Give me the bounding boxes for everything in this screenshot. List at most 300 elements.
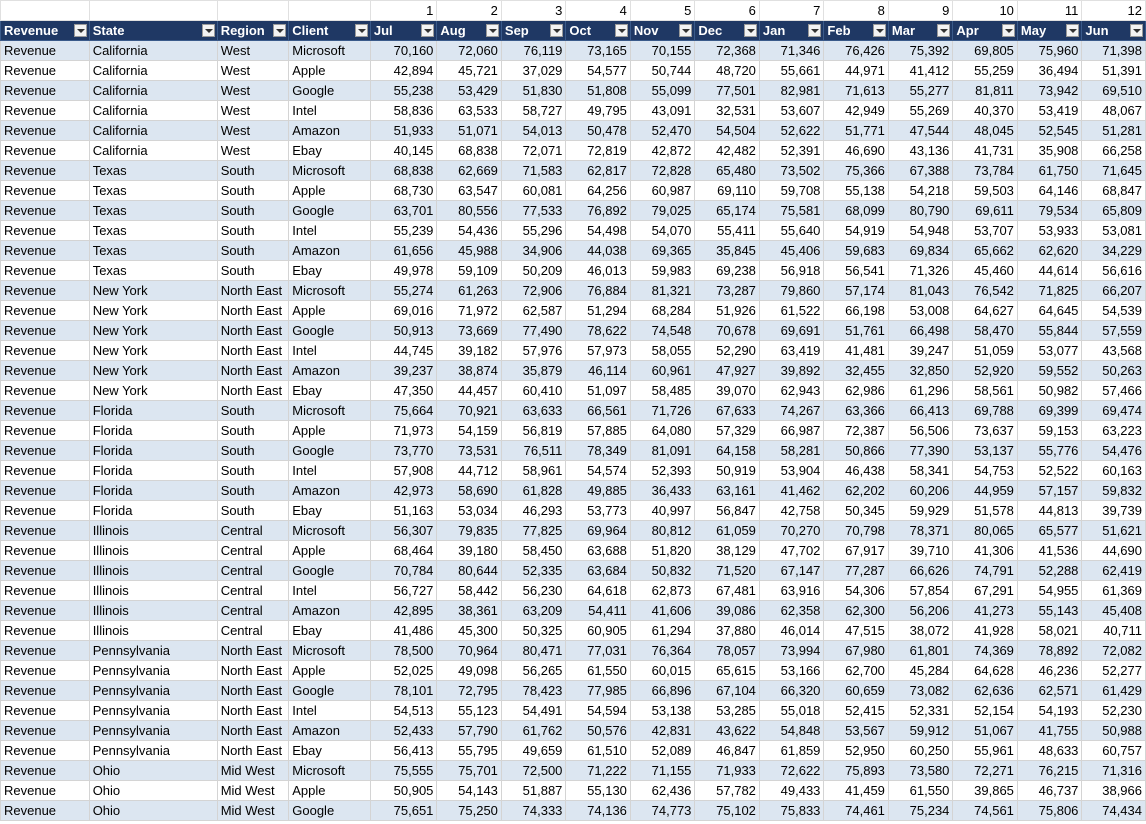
column-header-jul[interactable] <box>370 21 437 41</box>
filter-dropdown-icon[interactable] <box>74 24 87 37</box>
value-cell[interactable]: 71,726 <box>630 401 695 421</box>
text-cell[interactable]: Central <box>217 541 289 561</box>
value-cell[interactable]: 65,662 <box>953 241 1018 261</box>
text-cell[interactable]: South <box>217 221 289 241</box>
value-cell[interactable]: 53,166 <box>759 661 824 681</box>
value-cell[interactable]: 59,929 <box>888 501 953 521</box>
text-cell[interactable]: Revenue <box>1 641 90 661</box>
column-header-revenue[interactable] <box>1 21 90 41</box>
value-cell[interactable]: 74,561 <box>953 801 1018 821</box>
text-cell[interactable]: Amazon <box>289 241 371 261</box>
value-cell[interactable]: 44,457 <box>437 381 502 401</box>
text-cell[interactable]: Intel <box>289 101 371 121</box>
value-cell[interactable]: 71,398 <box>1082 41 1146 61</box>
value-cell[interactable]: 55,776 <box>1017 441 1082 461</box>
text-cell[interactable]: North East <box>217 381 289 401</box>
value-cell[interactable]: 55,138 <box>824 181 889 201</box>
text-cell[interactable]: Florida <box>89 501 217 521</box>
value-cell[interactable]: 45,460 <box>953 261 1018 281</box>
text-cell[interactable]: Ebay <box>289 261 371 281</box>
value-cell[interactable]: 56,819 <box>501 421 566 441</box>
value-cell[interactable]: 77,985 <box>566 681 631 701</box>
value-cell[interactable]: 73,994 <box>759 641 824 661</box>
value-cell[interactable]: 39,865 <box>953 781 1018 801</box>
value-cell[interactable]: 32,455 <box>824 361 889 381</box>
value-cell[interactable]: 44,690 <box>1082 541 1146 561</box>
value-cell[interactable]: 63,916 <box>759 581 824 601</box>
value-cell[interactable]: 55,844 <box>1017 321 1082 341</box>
value-cell[interactable]: 55,239 <box>370 221 437 241</box>
value-cell[interactable]: 67,388 <box>888 161 953 181</box>
value-cell[interactable]: 74,773 <box>630 801 695 821</box>
value-cell[interactable]: 34,229 <box>1082 241 1146 261</box>
value-cell[interactable]: 58,341 <box>888 461 953 481</box>
value-cell[interactable]: 64,158 <box>695 441 760 461</box>
filter-dropdown-icon[interactable] <box>1066 24 1079 37</box>
text-cell[interactable]: Revenue <box>1 101 90 121</box>
text-cell[interactable]: Revenue <box>1 261 90 281</box>
value-cell[interactable]: 62,202 <box>824 481 889 501</box>
value-cell[interactable]: 52,290 <box>695 341 760 361</box>
filter-dropdown-icon[interactable] <box>615 24 628 37</box>
value-cell[interactable]: 52,622 <box>759 121 824 141</box>
value-cell[interactable]: 59,912 <box>888 721 953 741</box>
value-cell[interactable]: 61,522 <box>759 301 824 321</box>
text-cell[interactable]: Apple <box>289 181 371 201</box>
value-cell[interactable]: 76,119 <box>501 41 566 61</box>
value-cell[interactable]: 60,015 <box>630 661 695 681</box>
value-cell[interactable]: 73,287 <box>695 281 760 301</box>
column-header-aug[interactable] <box>437 21 502 41</box>
text-cell[interactable]: Apple <box>289 661 371 681</box>
value-cell[interactable]: 54,218 <box>888 181 953 201</box>
text-cell[interactable]: Central <box>217 521 289 541</box>
value-cell[interactable]: 67,291 <box>953 581 1018 601</box>
value-cell[interactable]: 50,744 <box>630 61 695 81</box>
value-cell[interactable]: 70,921 <box>437 401 502 421</box>
text-cell[interactable]: North East <box>217 321 289 341</box>
value-cell[interactable]: 55,961 <box>953 741 1018 761</box>
text-cell[interactable]: Revenue <box>1 761 90 781</box>
value-cell[interactable]: 36,494 <box>1017 61 1082 81</box>
value-cell[interactable]: 65,809 <box>1082 201 1146 221</box>
value-cell[interactable]: 67,481 <box>695 581 760 601</box>
value-cell[interactable]: 69,805 <box>953 41 1018 61</box>
text-cell[interactable]: Revenue <box>1 601 90 621</box>
text-cell[interactable]: North East <box>217 721 289 741</box>
value-cell[interactable]: 45,721 <box>437 61 502 81</box>
value-cell[interactable]: 78,371 <box>888 521 953 541</box>
text-cell[interactable]: West <box>217 101 289 121</box>
text-cell[interactable]: Central <box>217 561 289 581</box>
text-cell[interactable]: Central <box>217 621 289 641</box>
text-cell[interactable]: Pennsylvania <box>89 661 217 681</box>
value-cell[interactable]: 52,470 <box>630 121 695 141</box>
value-cell[interactable]: 75,701 <box>437 761 502 781</box>
text-cell[interactable]: Intel <box>289 221 371 241</box>
text-cell[interactable]: New York <box>89 381 217 401</box>
value-cell[interactable]: 60,659 <box>824 681 889 701</box>
text-cell[interactable]: Illinois <box>89 621 217 641</box>
value-cell[interactable]: 52,335 <box>501 561 566 581</box>
text-cell[interactable]: Revenue <box>1 581 90 601</box>
value-cell[interactable]: 37,880 <box>695 621 760 641</box>
value-cell[interactable]: 59,708 <box>759 181 824 201</box>
value-cell[interactable]: 64,256 <box>566 181 631 201</box>
value-cell[interactable]: 60,081 <box>501 181 566 201</box>
value-cell[interactable]: 60,163 <box>1082 461 1146 481</box>
text-cell[interactable]: California <box>89 41 217 61</box>
value-cell[interactable]: 52,288 <box>1017 561 1082 581</box>
value-cell[interactable]: 44,712 <box>437 461 502 481</box>
value-cell[interactable]: 54,848 <box>759 721 824 741</box>
text-cell[interactable]: Revenue <box>1 281 90 301</box>
value-cell[interactable]: 46,438 <box>824 461 889 481</box>
value-cell[interactable]: 47,927 <box>695 361 760 381</box>
text-cell[interactable]: Intel <box>289 461 371 481</box>
value-cell[interactable]: 42,872 <box>630 141 695 161</box>
text-cell[interactable]: South <box>217 421 289 441</box>
value-cell[interactable]: 63,209 <box>501 601 566 621</box>
value-cell[interactable]: 62,943 <box>759 381 824 401</box>
value-cell[interactable]: 51,578 <box>953 501 1018 521</box>
value-cell[interactable]: 55,296 <box>501 221 566 241</box>
value-cell[interactable]: 53,008 <box>888 301 953 321</box>
value-cell[interactable]: 79,534 <box>1017 201 1082 221</box>
text-cell[interactable]: Revenue <box>1 721 90 741</box>
filter-dropdown-icon[interactable] <box>202 24 215 37</box>
filter-dropdown-icon[interactable] <box>421 24 434 37</box>
month-number-cell[interactable]: 2 <box>437 1 502 21</box>
value-cell[interactable]: 51,294 <box>566 301 631 321</box>
value-cell[interactable]: 69,238 <box>695 261 760 281</box>
value-cell[interactable]: 64,146 <box>1017 181 1082 201</box>
text-cell[interactable]: North East <box>217 341 289 361</box>
value-cell[interactable]: 54,411 <box>566 601 631 621</box>
filter-dropdown-icon[interactable] <box>808 24 821 37</box>
value-cell[interactable]: 78,500 <box>370 641 437 661</box>
value-cell[interactable]: 47,544 <box>888 121 953 141</box>
value-cell[interactable]: 62,620 <box>1017 241 1082 261</box>
text-cell[interactable]: North East <box>217 641 289 661</box>
text-cell[interactable]: Illinois <box>89 561 217 581</box>
value-cell[interactable]: 49,978 <box>370 261 437 281</box>
value-cell[interactable]: 74,369 <box>953 641 1018 661</box>
value-cell[interactable]: 60,961 <box>630 361 695 381</box>
text-cell[interactable]: Revenue <box>1 221 90 241</box>
text-cell[interactable]: Revenue <box>1 521 90 541</box>
value-cell[interactable]: 57,559 <box>1082 321 1146 341</box>
text-cell[interactable]: Texas <box>89 181 217 201</box>
text-cell[interactable]: Florida <box>89 421 217 441</box>
text-cell[interactable]: Revenue <box>1 741 90 761</box>
value-cell[interactable]: 51,830 <box>501 81 566 101</box>
text-cell[interactable]: Texas <box>89 261 217 281</box>
column-header-feb[interactable] <box>824 21 889 41</box>
value-cell[interactable]: 72,071 <box>501 141 566 161</box>
filter-dropdown-icon[interactable] <box>873 24 886 37</box>
month-number-cell[interactable]: 7 <box>759 1 824 21</box>
column-header-region[interactable] <box>217 21 289 41</box>
value-cell[interactable]: 74,136 <box>566 801 631 821</box>
text-cell[interactable]: Amazon <box>289 481 371 501</box>
value-cell[interactable]: 50,263 <box>1082 361 1146 381</box>
value-cell[interactable]: 62,436 <box>630 781 695 801</box>
value-cell[interactable]: 78,622 <box>566 321 631 341</box>
column-header-sep[interactable] <box>501 21 566 41</box>
value-cell[interactable]: 51,808 <box>566 81 631 101</box>
value-cell[interactable]: 71,346 <box>759 41 824 61</box>
filter-dropdown-icon[interactable] <box>486 24 499 37</box>
value-cell[interactable]: 63,688 <box>566 541 631 561</box>
value-cell[interactable]: 59,153 <box>1017 421 1082 441</box>
text-cell[interactable]: New York <box>89 341 217 361</box>
value-cell[interactable]: 76,884 <box>566 281 631 301</box>
value-cell[interactable]: 69,611 <box>953 201 1018 221</box>
text-cell[interactable]: Revenue <box>1 141 90 161</box>
value-cell[interactable]: 58,690 <box>437 481 502 501</box>
value-cell[interactable]: 56,265 <box>501 661 566 681</box>
value-cell[interactable]: 61,294 <box>630 621 695 641</box>
value-cell[interactable]: 79,860 <box>759 281 824 301</box>
column-header-oct[interactable] <box>566 21 631 41</box>
value-cell[interactable]: 77,501 <box>695 81 760 101</box>
value-cell[interactable]: 37,029 <box>501 61 566 81</box>
value-cell[interactable]: 52,154 <box>953 701 1018 721</box>
value-cell[interactable]: 43,136 <box>888 141 953 161</box>
value-cell[interactable]: 72,828 <box>630 161 695 181</box>
value-cell[interactable]: 45,988 <box>437 241 502 261</box>
text-cell[interactable]: South <box>217 461 289 481</box>
value-cell[interactable]: 62,419 <box>1082 561 1146 581</box>
value-cell[interactable]: 44,959 <box>953 481 1018 501</box>
text-cell[interactable]: North East <box>217 741 289 761</box>
value-cell[interactable]: 49,433 <box>759 781 824 801</box>
value-cell[interactable]: 55,269 <box>888 101 953 121</box>
value-cell[interactable]: 56,506 <box>888 421 953 441</box>
value-cell[interactable]: 61,550 <box>566 661 631 681</box>
value-cell[interactable]: 40,997 <box>630 501 695 521</box>
value-cell[interactable]: 55,277 <box>888 81 953 101</box>
value-cell[interactable]: 50,866 <box>824 441 889 461</box>
filter-dropdown-icon[interactable] <box>1002 24 1015 37</box>
value-cell[interactable]: 58,021 <box>1017 621 1082 641</box>
value-cell[interactable]: 52,230 <box>1082 701 1146 721</box>
value-cell[interactable]: 42,758 <box>759 501 824 521</box>
value-cell[interactable]: 72,082 <box>1082 641 1146 661</box>
empty-cell[interactable] <box>89 1 217 21</box>
text-cell[interactable]: Microsoft <box>289 641 371 661</box>
value-cell[interactable]: 41,459 <box>824 781 889 801</box>
value-cell[interactable]: 77,031 <box>566 641 631 661</box>
value-cell[interactable]: 75,555 <box>370 761 437 781</box>
value-cell[interactable]: 56,616 <box>1082 261 1146 281</box>
value-cell[interactable]: 39,247 <box>888 341 953 361</box>
value-cell[interactable]: 63,161 <box>695 481 760 501</box>
value-cell[interactable]: 52,545 <box>1017 121 1082 141</box>
value-cell[interactable]: 43,091 <box>630 101 695 121</box>
value-cell[interactable]: 54,491 <box>501 701 566 721</box>
value-cell[interactable]: 48,067 <box>1082 101 1146 121</box>
value-cell[interactable]: 78,057 <box>695 641 760 661</box>
value-cell[interactable]: 63,701 <box>370 201 437 221</box>
text-cell[interactable]: North East <box>217 301 289 321</box>
value-cell[interactable]: 71,222 <box>566 761 631 781</box>
text-cell[interactable]: Ohio <box>89 761 217 781</box>
text-cell[interactable]: Ebay <box>289 501 371 521</box>
value-cell[interactable]: 73,082 <box>888 681 953 701</box>
value-cell[interactable]: 51,621 <box>1082 521 1146 541</box>
month-number-cell[interactable]: 11 <box>1017 1 1082 21</box>
value-cell[interactable]: 81,043 <box>888 281 953 301</box>
value-cell[interactable]: 71,155 <box>630 761 695 781</box>
value-cell[interactable]: 60,757 <box>1082 741 1146 761</box>
value-cell[interactable]: 63,547 <box>437 181 502 201</box>
text-cell[interactable]: Revenue <box>1 421 90 441</box>
value-cell[interactable]: 69,365 <box>630 241 695 261</box>
value-cell[interactable]: 41,731 <box>953 141 1018 161</box>
value-cell[interactable]: 78,892 <box>1017 641 1082 661</box>
value-cell[interactable]: 52,025 <box>370 661 437 681</box>
value-cell[interactable]: 59,109 <box>437 261 502 281</box>
text-cell[interactable]: Google <box>289 801 371 821</box>
text-cell[interactable]: Illinois <box>89 541 217 561</box>
value-cell[interactable]: 53,034 <box>437 501 502 521</box>
value-cell[interactable]: 72,500 <box>501 761 566 781</box>
value-cell[interactable]: 74,267 <box>759 401 824 421</box>
text-cell[interactable]: Revenue <box>1 41 90 61</box>
value-cell[interactable]: 42,482 <box>695 141 760 161</box>
value-cell[interactable]: 41,412 <box>888 61 953 81</box>
text-cell[interactable]: West <box>217 121 289 141</box>
value-cell[interactable]: 61,550 <box>888 781 953 801</box>
text-cell[interactable]: Revenue <box>1 661 90 681</box>
value-cell[interactable]: 66,987 <box>759 421 824 441</box>
text-cell[interactable]: South <box>217 161 289 181</box>
value-cell[interactable]: 60,905 <box>566 621 631 641</box>
text-cell[interactable]: Mid West <box>217 761 289 781</box>
text-cell[interactable]: Revenue <box>1 81 90 101</box>
value-cell[interactable]: 53,081 <box>1082 221 1146 241</box>
text-cell[interactable]: Florida <box>89 461 217 481</box>
value-cell[interactable]: 76,364 <box>630 641 695 661</box>
value-cell[interactable]: 79,025 <box>630 201 695 221</box>
value-cell[interactable]: 80,812 <box>630 521 695 541</box>
value-cell[interactable]: 75,651 <box>370 801 437 821</box>
value-cell[interactable]: 68,730 <box>370 181 437 201</box>
column-header-jun[interactable] <box>1082 21 1146 41</box>
text-cell[interactable]: Ebay <box>289 621 371 641</box>
text-cell[interactable]: Pennsylvania <box>89 741 217 761</box>
value-cell[interactable]: 54,753 <box>953 461 1018 481</box>
text-cell[interactable]: New York <box>89 281 217 301</box>
text-cell[interactable]: Florida <box>89 441 217 461</box>
value-cell[interactable]: 56,230 <box>501 581 566 601</box>
value-cell[interactable]: 75,392 <box>888 41 953 61</box>
value-cell[interactable]: 40,370 <box>953 101 1018 121</box>
value-cell[interactable]: 58,485 <box>630 381 695 401</box>
value-cell[interactable]: 77,825 <box>501 521 566 541</box>
value-cell[interactable]: 52,393 <box>630 461 695 481</box>
value-cell[interactable]: 67,104 <box>695 681 760 701</box>
value-cell[interactable]: 69,834 <box>888 241 953 261</box>
text-cell[interactable]: Microsoft <box>289 281 371 301</box>
value-cell[interactable]: 51,887 <box>501 781 566 801</box>
value-cell[interactable]: 51,163 <box>370 501 437 521</box>
value-cell[interactable]: 71,933 <box>695 761 760 781</box>
value-cell[interactable]: 72,819 <box>566 141 631 161</box>
value-cell[interactable]: 51,281 <box>1082 121 1146 141</box>
text-cell[interactable]: North East <box>217 701 289 721</box>
value-cell[interactable]: 61,762 <box>501 721 566 741</box>
value-cell[interactable]: 69,474 <box>1082 401 1146 421</box>
value-cell[interactable]: 75,234 <box>888 801 953 821</box>
empty-cell[interactable] <box>217 1 289 21</box>
value-cell[interactable]: 50,982 <box>1017 381 1082 401</box>
column-header-may[interactable] <box>1017 21 1082 41</box>
value-cell[interactable]: 52,391 <box>759 141 824 161</box>
value-cell[interactable]: 43,568 <box>1082 341 1146 361</box>
text-cell[interactable]: Revenue <box>1 621 90 641</box>
value-cell[interactable]: 52,331 <box>888 701 953 721</box>
value-cell[interactable]: 61,296 <box>888 381 953 401</box>
value-cell[interactable]: 70,160 <box>370 41 437 61</box>
value-cell[interactable]: 57,329 <box>695 421 760 441</box>
value-cell[interactable]: 38,129 <box>695 541 760 561</box>
text-cell[interactable]: Revenue <box>1 341 90 361</box>
value-cell[interactable]: 47,515 <box>824 621 889 641</box>
column-header-state[interactable] <box>89 21 217 41</box>
value-cell[interactable]: 71,825 <box>1017 281 1082 301</box>
value-cell[interactable]: 78,349 <box>566 441 631 461</box>
value-cell[interactable]: 36,433 <box>630 481 695 501</box>
text-cell[interactable]: Intel <box>289 701 371 721</box>
value-cell[interactable]: 49,795 <box>566 101 631 121</box>
value-cell[interactable]: 71,973 <box>370 421 437 441</box>
text-cell[interactable]: North East <box>217 661 289 681</box>
value-cell[interactable]: 65,174 <box>695 201 760 221</box>
value-cell[interactable]: 50,325 <box>501 621 566 641</box>
value-cell[interactable]: 66,896 <box>630 681 695 701</box>
value-cell[interactable]: 63,366 <box>824 401 889 421</box>
value-cell[interactable]: 75,893 <box>824 761 889 781</box>
value-cell[interactable]: 66,561 <box>566 401 631 421</box>
value-cell[interactable]: 62,817 <box>566 161 631 181</box>
value-cell[interactable]: 61,750 <box>1017 161 1082 181</box>
value-cell[interactable]: 53,137 <box>953 441 1018 461</box>
value-cell[interactable]: 75,250 <box>437 801 502 821</box>
value-cell[interactable]: 72,622 <box>759 761 824 781</box>
value-cell[interactable]: 54,159 <box>437 421 502 441</box>
value-cell[interactable]: 63,223 <box>1082 421 1146 441</box>
text-cell[interactable]: Apple <box>289 781 371 801</box>
value-cell[interactable]: 50,478 <box>566 121 631 141</box>
value-cell[interactable]: 80,790 <box>888 201 953 221</box>
text-cell[interactable]: Pennsylvania <box>89 721 217 741</box>
value-cell[interactable]: 72,271 <box>953 761 1018 781</box>
value-cell[interactable]: 32,531 <box>695 101 760 121</box>
text-cell[interactable]: Google <box>289 81 371 101</box>
value-cell[interactable]: 34,906 <box>501 241 566 261</box>
value-cell[interactable]: 54,498 <box>566 221 631 241</box>
value-cell[interactable]: 53,429 <box>437 81 502 101</box>
value-cell[interactable]: 53,607 <box>759 101 824 121</box>
value-cell[interactable]: 57,157 <box>1017 481 1082 501</box>
value-cell[interactable]: 46,114 <box>566 361 631 381</box>
value-cell[interactable]: 73,942 <box>1017 81 1082 101</box>
value-cell[interactable]: 41,273 <box>953 601 1018 621</box>
value-cell[interactable]: 41,606 <box>630 601 695 621</box>
